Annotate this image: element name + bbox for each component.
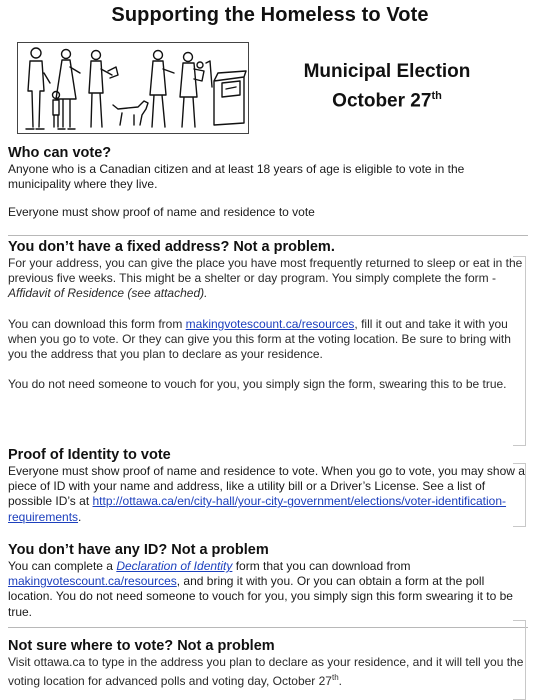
where-end: . bbox=[338, 674, 342, 689]
fixed-address-text bbox=[8, 256, 528, 302]
voters-line-drawing bbox=[18, 43, 248, 133]
where-body: Visit ottawa.ca to type in the address you plan to declare as your residence, and it will tell you the voting location for advanced polls and voting day, October 27 bbox=[8, 655, 524, 689]
section-who-can-vote bbox=[8, 144, 528, 221]
noid-intro: You can complete a bbox=[8, 559, 117, 573]
election-title: Municipal Election bbox=[303, 61, 471, 82]
noid-mid: form that you can download from bbox=[232, 559, 411, 573]
ottawa-id-requirements-link[interactable]: http://ottawa.ca/en/city-hall/your-city-government/elections/voter-identification-requirements bbox=[8, 494, 507, 524]
section-divider bbox=[8, 235, 528, 236]
where-date-suffix: th bbox=[331, 673, 339, 683]
identity-text bbox=[8, 464, 528, 525]
section-no-id bbox=[8, 541, 528, 620]
noid-text bbox=[8, 559, 528, 620]
download-form-text bbox=[8, 317, 528, 363]
section-where-to-vote bbox=[8, 637, 528, 689]
election-date-main: October 27 bbox=[332, 90, 432, 112]
election-date-suffix: th bbox=[431, 90, 442, 102]
identity-heading: Proof of Identity to vote bbox=[8, 447, 171, 463]
election-heading bbox=[282, 60, 492, 113]
section-divider bbox=[8, 627, 528, 628]
who-heading: Who can vote? bbox=[8, 145, 112, 161]
fixed-address-body: For your address, you can give the place you have most frequently returned to sleep or eat in the previous five weeks. This might be a shelter or day program. You simply complete the form - bbox=[8, 256, 523, 286]
identity-end: . bbox=[78, 509, 82, 524]
resources-link-2[interactable]: makingvotescount.ca/resources bbox=[8, 574, 177, 589]
fixed-heading: You don’t have a fixed address? Not a problem. bbox=[8, 239, 335, 255]
section-proof-of-identity bbox=[8, 446, 528, 525]
side-margin-box bbox=[513, 463, 526, 527]
side-margin-box bbox=[513, 620, 526, 700]
noid-heading: You don’t have any ID? Not a problem bbox=[8, 542, 269, 558]
who-proof-text: Everyone must show proof of name and residence to vote bbox=[8, 205, 315, 220]
side-margin-box bbox=[513, 256, 526, 446]
declaration-of-identity-link[interactable]: Declaration of Identity bbox=[116, 559, 233, 573]
where-text bbox=[8, 655, 528, 689]
resources-link[interactable]: makingvotescount.ca/resources bbox=[185, 316, 355, 331]
section-no-fixed-address bbox=[8, 238, 528, 392]
download-form-body: , fill it out and take it with you when you go to vote. Or they can give you this form at the voting location. Be sure to bring with you the address that you plan to declare as your residence. bbox=[8, 316, 511, 362]
affidavit-form-name: Affidavit of Residence (see attached). bbox=[8, 286, 208, 301]
where-heading: Not sure where to vote? Not a problem bbox=[8, 638, 275, 654]
voters-illustration bbox=[17, 42, 249, 134]
download-form-intro: You can download this form from bbox=[8, 316, 186, 331]
identity-body: Everyone must show proof of name and residence to vote. When you go to vote, you may show a piece of ID with your name and address, like a utility bill or a Driver’s License. See a list of possible ID’s at bbox=[8, 464, 525, 509]
election-date bbox=[282, 84, 492, 113]
noid-body: , and bring it with you. Or you can obtain a form at the poll location. You do not need someone to vouch for you, you simply sign this form swearing it to be true. bbox=[8, 574, 513, 619]
page-title: Supporting the Homeless to Vote bbox=[111, 4, 429, 26]
no-voucher-text: You do not need someone to vouch for you, you simply sign the form, swearing this to be true. bbox=[8, 377, 507, 392]
who-eligibility-text: Anyone who is a Canadian citizen and at least 18 years of age is eligible to vote in the municipality where they live. bbox=[8, 162, 465, 192]
